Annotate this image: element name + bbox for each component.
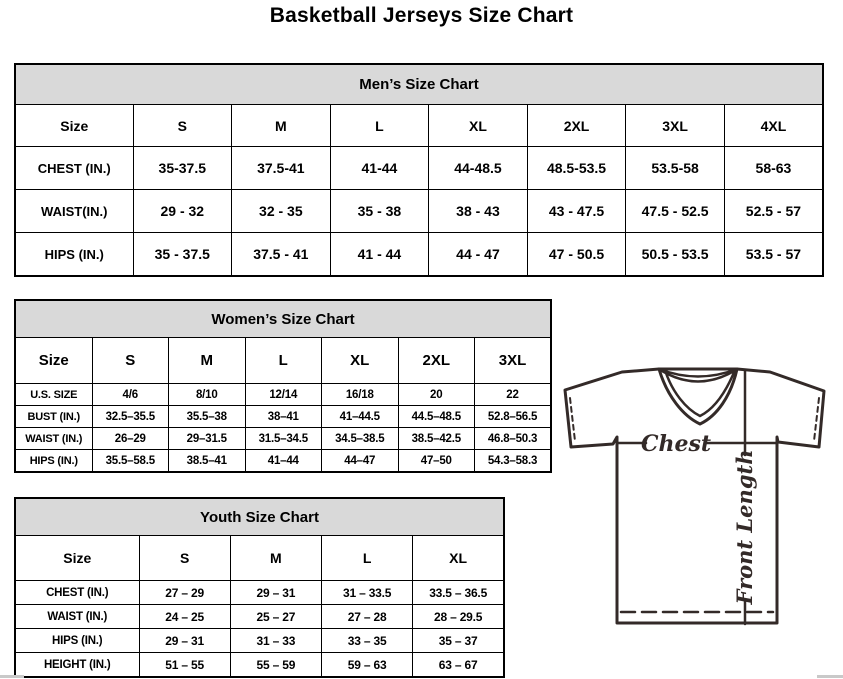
womens-ussize-2xl: 20 [398, 384, 475, 406]
youth-size-header: Size [15, 536, 139, 581]
womens-hips-l: 41–44 [245, 450, 322, 473]
womens-hips-s: 35.5–58.5 [92, 450, 169, 473]
table-row [15, 406, 551, 428]
mens-waist-s: 29 - 32 [133, 190, 232, 233]
table-row [15, 605, 504, 629]
womens-chart-title: Women’s Size Chart [15, 300, 551, 338]
womens-bust-label: BUST (IN.) [15, 406, 92, 428]
mens-hips-3xl: 50.5 - 53.5 [626, 233, 725, 277]
youth-waist-s: 24 – 25 [139, 605, 230, 629]
youth-height-m: 55 – 59 [230, 653, 321, 678]
mens-waist-2xl: 43 - 47.5 [527, 190, 626, 233]
mens-hips-xl: 44 - 47 [429, 233, 528, 277]
mens-chest-2xl: 48.5-53.5 [527, 147, 626, 190]
womens-hips-label: HIPS (IN.) [15, 450, 92, 473]
table-row [15, 629, 504, 653]
mens-chest-s: 35-37.5 [133, 147, 232, 190]
mens-col-l: L [330, 105, 429, 147]
mens-waist-label: WAIST(IN.) [15, 190, 133, 233]
youth-hips-xl: 35 – 37 [413, 629, 504, 653]
mens-chest-label: CHEST (IN.) [15, 147, 133, 190]
womens-col-3xl: 3XL [475, 338, 552, 384]
youth-chart-title: Youth Size Chart [15, 498, 504, 536]
womens-waist-m: 29–31.5 [169, 428, 246, 450]
mens-col-2xl: 2XL [527, 105, 626, 147]
mens-col-xl: XL [429, 105, 528, 147]
mens-waist-m: 32 - 35 [232, 190, 331, 233]
womens-hips-3xl: 54.3–58.3 [475, 450, 552, 473]
mens-size-chart-table [14, 63, 824, 277]
womens-bust-l: 38–41 [245, 406, 322, 428]
womens-col-m: M [169, 338, 246, 384]
youth-column-header-row [15, 536, 504, 581]
womens-ussize-3xl: 22 [475, 384, 552, 406]
womens-hips-2xl: 47–50 [398, 450, 475, 473]
mens-chest-m: 37.5-41 [232, 147, 331, 190]
womens-hips-xl: 44–47 [322, 450, 399, 473]
mens-chart-title: Men’s Size Chart [15, 64, 823, 105]
womens-size-chart-table [14, 299, 552, 473]
youth-size-chart-table [14, 497, 505, 678]
chest-measure-label: Chest [640, 431, 712, 457]
womens-ussize-l: 12/14 [245, 384, 322, 406]
womens-col-s: S [92, 338, 169, 384]
womens-hips-m: 38.5–41 [169, 450, 246, 473]
partial-ui-fragment-left [0, 675, 24, 678]
mens-col-s: S [133, 105, 232, 147]
jersey-outline [565, 369, 824, 623]
front-length-measure-label: Front Length [732, 449, 757, 605]
youth-height-s: 51 – 55 [139, 653, 230, 678]
womens-bust-2xl: 44.5–48.5 [398, 406, 475, 428]
womens-col-l: L [245, 338, 322, 384]
youth-col-xl: XL [413, 536, 504, 581]
womens-waist-xl: 34.5–38.5 [322, 428, 399, 450]
youth-height-l: 59 – 63 [322, 653, 413, 678]
womens-col-xl: XL [322, 338, 399, 384]
youth-chest-m: 29 – 31 [230, 581, 321, 605]
youth-col-m: M [230, 536, 321, 581]
youth-waist-xl: 28 – 29.5 [413, 605, 504, 629]
womens-ussize-m: 8/10 [169, 384, 246, 406]
youth-col-s: S [139, 536, 230, 581]
womens-ussize-xl: 16/18 [322, 384, 399, 406]
womens-waist-label: WAIST (IN.) [15, 428, 92, 450]
mens-chest-3xl: 53.5-58 [626, 147, 725, 190]
mens-waist-3xl: 47.5 - 52.5 [626, 190, 725, 233]
youth-height-label: HEIGHT (IN.) [15, 653, 139, 678]
womens-ussize-label: U.S. SIZE [15, 384, 92, 406]
mens-col-4xl: 4XL [724, 105, 823, 147]
table-row [15, 581, 504, 605]
table-row [15, 428, 551, 450]
table-row [15, 233, 823, 277]
womens-column-header-row [15, 338, 551, 384]
youth-height-xl: 63 – 67 [413, 653, 504, 678]
mens-col-m: M [232, 105, 331, 147]
youth-waist-label: WAIST (IN.) [15, 605, 139, 629]
youth-hips-m: 31 – 33 [230, 629, 321, 653]
mens-hips-label: HIPS (IN.) [15, 233, 133, 277]
womens-waist-3xl: 46.8–50.3 [475, 428, 552, 450]
table-row [15, 190, 823, 233]
mens-size-header: Size [15, 105, 133, 147]
youth-waist-l: 27 – 28 [322, 605, 413, 629]
mens-col-3xl: 3XL [626, 105, 725, 147]
mens-chest-xl: 44-48.5 [429, 147, 528, 190]
table-row [15, 450, 551, 473]
womens-waist-2xl: 38.5–42.5 [398, 428, 475, 450]
mens-hips-s: 35 - 37.5 [133, 233, 232, 277]
womens-ussize-s: 4/6 [92, 384, 169, 406]
youth-hips-s: 29 – 31 [139, 629, 230, 653]
mens-hips-m: 37.5 - 41 [232, 233, 331, 277]
mens-hips-2xl: 47 - 50.5 [527, 233, 626, 277]
table-row [15, 653, 504, 678]
mens-hips-l: 41 - 44 [330, 233, 429, 277]
womens-size-header: Size [15, 338, 92, 384]
page-title: Basketball Jerseys Size Chart [269, 4, 574, 27]
womens-col-2xl: 2XL [398, 338, 475, 384]
mens-hips-4xl: 53.5 - 57 [724, 233, 823, 277]
womens-bust-3xl: 52.8–56.5 [475, 406, 552, 428]
youth-chest-l: 31 – 33.5 [322, 581, 413, 605]
womens-waist-l: 31.5–34.5 [245, 428, 322, 450]
mens-waist-l: 35 - 38 [330, 190, 429, 233]
womens-bust-s: 32.5–35.5 [92, 406, 169, 428]
partial-ui-fragment-right [817, 675, 843, 678]
womens-bust-xl: 41–44.5 [322, 406, 399, 428]
youth-hips-label: HIPS (IN.) [15, 629, 139, 653]
youth-chest-xl: 33.5 – 36.5 [413, 581, 504, 605]
mens-column-header-row [15, 105, 823, 147]
jersey-measurement-diagram [555, 360, 843, 679]
youth-waist-m: 25 – 27 [230, 605, 321, 629]
womens-waist-s: 26–29 [92, 428, 169, 450]
youth-chest-label: CHEST (IN.) [15, 581, 139, 605]
youth-hips-l: 33 – 35 [322, 629, 413, 653]
table-row [15, 384, 551, 406]
youth-chest-s: 27 – 29 [139, 581, 230, 605]
mens-chest-l: 41-44 [330, 147, 429, 190]
womens-bust-m: 35.5–38 [169, 406, 246, 428]
youth-col-l: L [322, 536, 413, 581]
mens-waist-4xl: 52.5 - 57 [724, 190, 823, 233]
mens-chest-4xl: 58-63 [724, 147, 823, 190]
table-row [15, 147, 823, 190]
mens-waist-xl: 38 - 43 [429, 190, 528, 233]
right-cuff-dashed-seam [814, 398, 819, 441]
